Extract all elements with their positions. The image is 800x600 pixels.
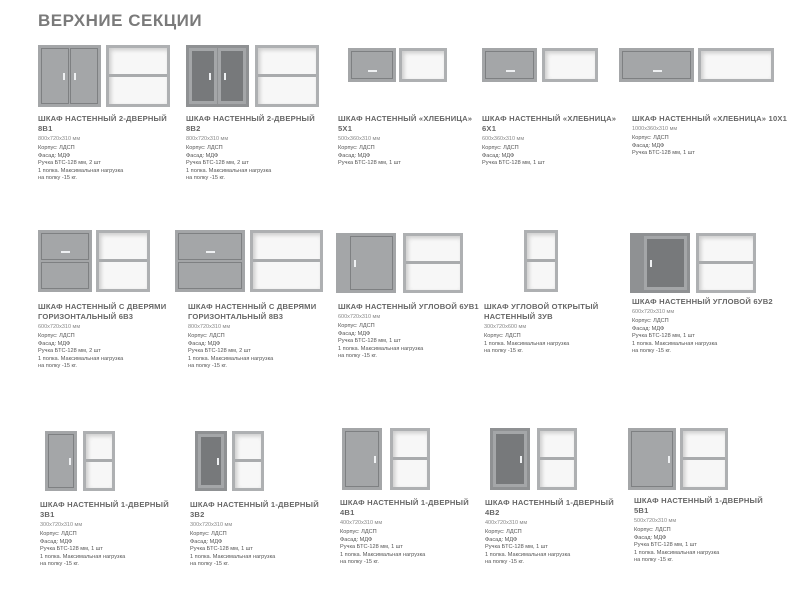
product-specs: Корпус: ЛДСП Фасад: МДФ Ручка БТС-128 мм, 2 шт 1 полка. Максимальная нагрузка на полку -15 кг. bbox=[38, 145, 124, 182]
product-card-8v2[interactable] bbox=[186, 45, 331, 183]
product-images bbox=[484, 230, 629, 292]
product-size: 300х720х310 мм bbox=[40, 522, 83, 528]
product-title: ШКАФ НАСТЕННЫЙ С ДВЕРЯМИ ГОРИЗОНТАЛЬНЫЙ 6В3 bbox=[38, 302, 167, 321]
product-card-8v1[interactable] bbox=[38, 45, 183, 183]
product-size: 600х720х310 мм bbox=[632, 309, 675, 315]
product-specs: Корпус: ЛДСП Фасад: МДФ Ручка БТС-128 мм, 1 шт 1 полка. Максимальная нагрузка на полку -15 кг. bbox=[338, 323, 424, 360]
product-card-3uv[interactable] bbox=[484, 230, 629, 356]
closed-cabinet-image bbox=[348, 48, 396, 82]
open-cabinet-image bbox=[524, 230, 558, 292]
product-size: 500х360х310 мм bbox=[338, 136, 381, 142]
closed-cabinet-image bbox=[336, 233, 396, 293]
open-cabinet-image bbox=[106, 45, 170, 107]
product-images bbox=[482, 48, 627, 82]
closed-cabinet-image bbox=[38, 45, 101, 107]
product-title: ШКАФ НАСТЕННЫЙ «ХЛЕБНИЦА» 10Х1 bbox=[632, 114, 788, 123]
product-specs: Корпус: ЛДСП Фасад: МДФ Ручка БТС-128 мм, 1 шт bbox=[632, 135, 695, 157]
product-specs: Корпус: ЛДСП Фасад: МДФ Ручка БТС-128 мм, 1 шт 1 полка. Максимальная нагрузка на полку -15 кг. bbox=[340, 529, 426, 566]
product-images bbox=[188, 230, 333, 292]
product-images bbox=[38, 230, 188, 292]
product-title: ШКАФ НАСТЕННЫЙ «ХЛЕБНИЦА» 6Х1 bbox=[482, 114, 617, 133]
product-card-6uv2[interactable] bbox=[632, 230, 777, 356]
product-title: ШКАФ НАСТЕННЫЙ 1-ДВЕРНЫЙ 5В1 bbox=[634, 496, 763, 515]
product-card-6x1[interactable] bbox=[482, 48, 627, 168]
product-size: 300х720х600 мм bbox=[484, 324, 527, 330]
open-cabinet-image bbox=[542, 48, 598, 82]
product-images bbox=[40, 428, 185, 490]
glass-cabinet-image bbox=[195, 431, 227, 491]
product-card-6v3[interactable] bbox=[38, 230, 188, 371]
product-card-6uv1[interactable] bbox=[338, 230, 483, 361]
product-size: 600х720х310 мм bbox=[38, 324, 81, 330]
open-cabinet-image bbox=[250, 230, 323, 292]
open-cabinet-image bbox=[232, 431, 264, 491]
product-size: 600х360х310 мм bbox=[482, 136, 525, 142]
product-card-5x1[interactable] bbox=[338, 48, 483, 168]
closed-cabinet-image bbox=[628, 428, 676, 490]
product-size: 400х720х310 мм bbox=[485, 520, 528, 526]
page-title: ВЕРХНИЕ СЕКЦИИ bbox=[38, 11, 203, 30]
product-specs: Корпус: ЛДСП 1 полка. Максимальная нагрузка на полку -15 кг. bbox=[484, 333, 570, 355]
product-images bbox=[632, 230, 777, 292]
closed-cabinet-image bbox=[619, 48, 694, 82]
product-size: 800х720х310 мм bbox=[186, 136, 229, 142]
closed-cabinet-image bbox=[342, 428, 382, 490]
product-size: 1000х360х310 мм bbox=[632, 126, 678, 132]
product-card-4v1[interactable] bbox=[340, 428, 485, 567]
open-cabinet-image bbox=[403, 233, 463, 293]
product-title: ШКАФ НАСТЕННЫЙ 2-ДВЕРНЫЙ 8В1 bbox=[38, 114, 167, 133]
open-cabinet-image bbox=[255, 45, 319, 107]
closed-cabinet-image bbox=[38, 230, 92, 292]
product-specs: Корпус: ЛДСП Фасад: МДФ Ручка БТС-128 мм, 1 шт bbox=[338, 145, 401, 167]
closed-cabinet-image bbox=[482, 48, 537, 82]
product-specs: Корпус: ЛДСП Фасад: МДФ Ручка БТС-128 мм, 1 шт 1 полка. Максимальная нагрузка на полку -15 кг. bbox=[190, 531, 276, 568]
glass-cabinet-image bbox=[630, 233, 690, 293]
product-images bbox=[338, 48, 483, 82]
product-title: ШКАФ НАСТЕННЫЙ 2-ДВЕРНЫЙ 8В2 bbox=[186, 114, 315, 133]
product-size: 500х720х310 мм bbox=[634, 518, 677, 524]
open-cabinet-image bbox=[680, 428, 728, 490]
product-images bbox=[485, 428, 630, 490]
product-specs: Корпус: ЛДСП Фасад: МДФ Ручка БТС-128 мм, 1 шт 1 полка. Максимальная нагрузка на полку -15 кг. bbox=[40, 531, 126, 568]
product-size: 300х720х310 мм bbox=[190, 522, 233, 528]
product-images bbox=[634, 428, 779, 490]
open-cabinet-image bbox=[537, 428, 577, 490]
open-cabinet-image bbox=[83, 431, 115, 491]
open-cabinet-image bbox=[399, 48, 447, 82]
product-title: ШКАФ НАСТЕННЫЙ 1-ДВЕРНЫЙ 4В1 bbox=[340, 498, 469, 517]
product-images bbox=[38, 45, 183, 107]
product-card-3v1[interactable] bbox=[40, 428, 185, 569]
product-specs: Корпус: ЛДСП Фасад: МДФ Ручка БТС-128 мм, 2 шт 1 полка. Максимальная нагрузка на полку -15 кг. bbox=[38, 333, 124, 370]
closed-cabinet-image bbox=[175, 230, 245, 292]
product-specs: Корпус: ЛДСП Фасад: МДФ Ручка БТС-128 мм, 1 шт bbox=[482, 145, 545, 167]
product-images bbox=[338, 230, 483, 292]
open-cabinet-image bbox=[696, 233, 756, 293]
product-title: ШКАФ УГЛОВОЙ ОТКРЫТЫЙ НАСТЕННЫЙ 3УВ bbox=[484, 302, 599, 321]
open-cabinet-image bbox=[390, 428, 430, 490]
glass-cabinet-image bbox=[490, 428, 530, 490]
product-title: ШКАФ НАСТЕННЫЙ УГЛОВОЙ 6УВ2 bbox=[632, 297, 773, 306]
product-title: ШКАФ НАСТЕННЫЙ «ХЛЕБНИЦА» 5Х1 bbox=[338, 114, 473, 133]
product-size: 400х720х310 мм bbox=[340, 520, 383, 526]
product-images bbox=[340, 428, 485, 490]
product-images bbox=[632, 48, 792, 82]
product-specs: Корпус: ЛДСП Фасад: МДФ Ручка БТС-128 мм, 1 шт 1 полка. Максимальная нагрузка на полку -15 кг. bbox=[632, 318, 718, 355]
product-title: ШКАФ НАСТЕННЫЙ 1-ДВЕРНЫЙ 3В1 bbox=[40, 500, 169, 519]
closed-cabinet-image bbox=[45, 431, 77, 491]
product-images bbox=[190, 428, 335, 490]
product-card-3v2[interactable] bbox=[190, 428, 335, 569]
product-images bbox=[186, 45, 331, 107]
product-specs: Корпус: ЛДСП Фасад: МДФ Ручка БТС-128 мм, 1 шт 1 полка. Максимальная нагрузка на полку -15 кг. bbox=[634, 527, 720, 564]
product-specs: Корпус: ЛДСП Фасад: МДФ Ручка БТС-128 мм, 1 шт 1 полка. Максимальная нагрузка на полку -15 кг. bbox=[485, 529, 571, 566]
product-size: 600х720х310 мм bbox=[338, 314, 381, 320]
product-title: ШКАФ НАСТЕННЫЙ С ДВЕРЯМИ ГОРИЗОНТАЛЬНЫЙ 8В3 bbox=[188, 302, 317, 321]
product-card-4v2[interactable] bbox=[485, 428, 630, 567]
open-cabinet-image bbox=[698, 48, 774, 82]
open-cabinet-image bbox=[96, 230, 150, 292]
product-title: ШКАФ НАСТЕННЫЙ 1-ДВЕРНЫЙ 3В2 bbox=[190, 500, 319, 519]
product-size: 800х720х310 мм bbox=[38, 136, 81, 142]
glass-cabinet-image bbox=[186, 45, 249, 107]
product-title: ШКАФ НАСТЕННЫЙ 1-ДВЕРНЫЙ 4В2 bbox=[485, 498, 614, 517]
product-card-5v1[interactable] bbox=[634, 428, 779, 565]
product-card-10x1[interactable] bbox=[632, 48, 792, 158]
product-specs: Корпус: ЛДСП Фасад: МДФ Ручка БТС-128 мм, 2 шт 1 полка. Максимальная нагрузка на полку -15 кг. bbox=[188, 333, 274, 370]
product-card-8v3[interactable] bbox=[188, 230, 333, 371]
product-size: 800х720х310 мм bbox=[188, 324, 231, 330]
product-title: ШКАФ НАСТЕННЫЙ УГЛОВОЙ 6УВ1 bbox=[338, 302, 479, 311]
product-specs: Корпус: ЛДСП Фасад: МДФ Ручка БТС-128 мм, 2 шт 1 полка. Максимальная нагрузка на полку -15 кг. bbox=[186, 145, 272, 182]
